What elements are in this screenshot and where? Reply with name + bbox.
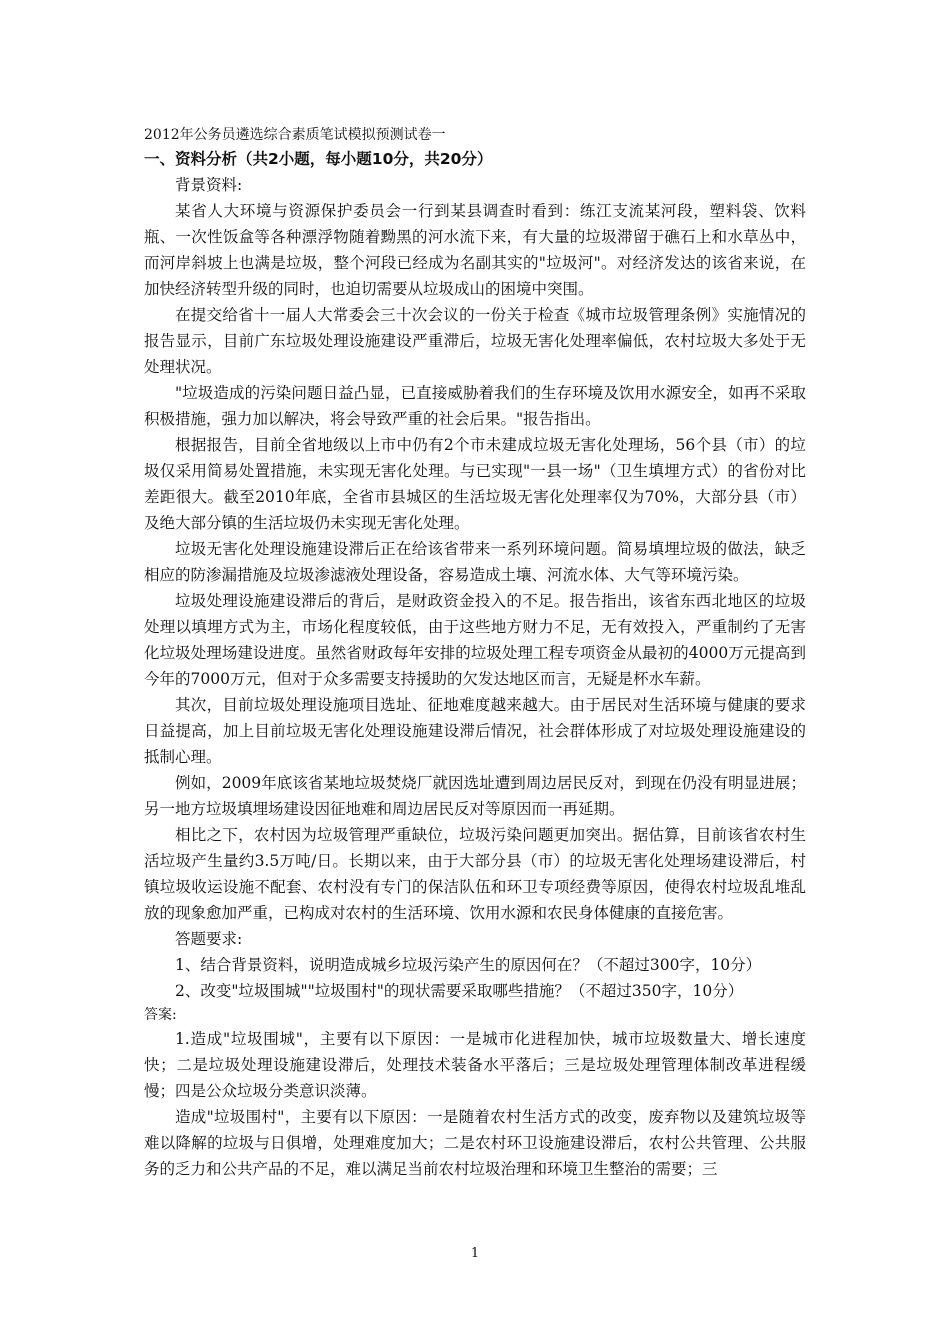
background-label: 背景资料: [175, 176, 243, 194]
paragraph-8: 例如，2009年底该省某地垃圾焚烧厂就因选址遭到周边居民反对，到现在仍没有明显进展；另一地方垃圾填埋场建设因征地难和周边居民反对等原因而一再延期。 [144, 774, 806, 818]
paragraph-6: 垃圾处理设施建设滞后的背后，是财政资金投入的不足。报告指出，该省东西北地区的垃圾处理以填埋方式为主，市场化程度较低，由于这些地方财力不足，无有效投入，严重制约了无害化垃圾处理场建设进度。虽然省财政每年安排的垃圾处理工程专项资金从最初的4000万元提高到今年的7000万元，但对于众多需要支持援助的欠发达地区而言，无疑是杯水车薪。 [144, 592, 806, 688]
answer-paragraph-2: 造成"垃圾围村"，主要有以下原因：一是随着农村生活方式的改变，废弃物以及建筑垃圾等难以降解的垃圾与日俱增，处理难度加大；二是农村环卫设施建设滞后，农村公共管理、公共服务的乏力和公共产品的不足，难以满足当前农村垃圾治理和环境卫生整治的需要；三 [144, 1108, 806, 1178]
section-heading: 一、资料分析（共2小题，每小题10分，共20分） [144, 150, 493, 168]
paragraph-7: 其次，目前垃圾处理设施项目选址、征地难度越来越大。由于居民对生活环境与健康的要求日益提高，加上目前垃圾无害化处理设施建设滞后情况，社会群体形成了对垃圾处理设施建设的抵制心理。 [144, 696, 806, 766]
paragraph-5: 垃圾无害化处理设施建设滞后正在给该省带来一系列环境问题。简易填埋垃圾的做法，缺乏相应的防渗漏措施及垃圾渗滤液处理设备，容易造成土壤、河流水体、大气等环境污染。 [144, 540, 806, 584]
paragraph-2: 在提交给省十一届人大常委会三十次会议的一份关于检查《城市垃圾管理条例》实施情况的报告显示，目前广东垃圾处理设施建设严重滞后，垃圾无害化处理率偏低，农村垃圾大多处于无处理状况。 [144, 306, 806, 376]
answer-paragraph-1: 1.造成"垃圾围城"，主要有以下原因：一是城市化进程加快，城市垃圾数量大、增长速度快；二是垃圾处理设施建设滞后，处理技术装备水平落后；三是垃圾处理管理体制改革进程缓慢；四是公众垃圾分类意识淡薄。 [144, 1030, 806, 1100]
paragraph-4: 根据报告，目前全省地级以上市中仍有2个市未建成垃圾无害化处理场，56个县（市）的垃圾仅采用简易处置措施，未实现无害化处理。与已实现"一县一场"（卫生填埋方式）的省份对比差距很大。截至2010年底，全省市县城区的生活垃圾无害化处理率仅为70%，大部分县（市）及绝大部分镇的生活垃圾仍未实现无害化处理。 [144, 436, 806, 532]
document-page [144, 124, 806, 1182]
paragraph-9: 相比之下，农村因为垃圾管理严重缺位，垃圾污染问题更加突出。据估算，目前该省农村生活垃圾产生量约3.5万吨/日。长期以来，由于大部分县（市）的垃圾无害化处理场建设滞后，村镇垃圾收运设施不配套、农村没有专门的保洁队伍和环卫专项经费等原因，使得农村垃圾乱堆乱放的现象愈加严重，已构成对农村的生活环境、饮用水源和农民身体健康的直接危害。 [144, 826, 806, 922]
paragraph-1: 某省人大环境与资源保护委员会一行到某县调查时看到：练江支流某河段，塑料袋、饮料瓶、一次性饭盒等各种漂浮物随着黝黑的河水流下来，有大量的垃圾滞留于礁石上和水草丛中，而河岸斜坡上也满是垃圾，整个河段已经成为名副其实的"垃圾河"。对经济发达的该省来说，在加快经济转型升级的同时，也迫切需要从垃圾成山的困境中突围。 [144, 202, 806, 298]
question-2: 2、改变"垃圾围城""垃圾围村"的现状需要采取哪些措施？（不超过350字，10分） [175, 982, 744, 1000]
document-title: 2012年公务员遴选综合素质笔试模拟预测试卷一 [144, 127, 446, 143]
page-number: 1 [470, 1246, 480, 1261]
requirements-label: 答题要求: [175, 930, 243, 948]
answer-label: 答案: [144, 1007, 177, 1023]
question-1: 1、结合背景资料，说明造成城乡垃圾污染产生的原因何在？（不超过300字，10分） [175, 956, 762, 974]
paragraph-3: "垃圾造成的污染问题日益凸显，已直接威胁着我们的生存环境及饮用水源安全，如再不采取积极措施，强力加以解决，将会导致严重的社会后果。"报告指出。 [144, 384, 806, 428]
